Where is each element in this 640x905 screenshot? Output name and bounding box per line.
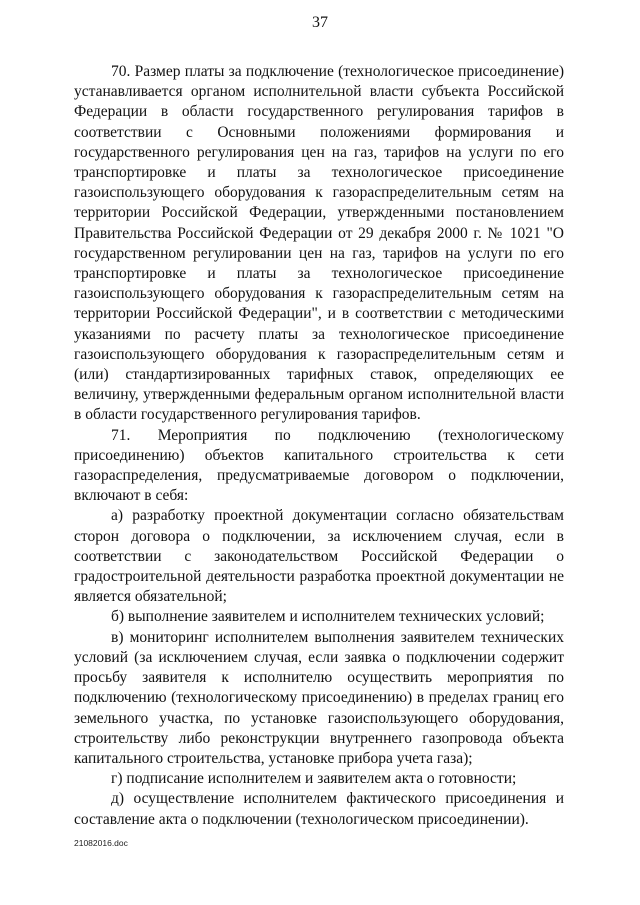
list-item-v: в) мониторинг исполнителем выполнения заявителем технических условий (за исключением случая, если заявка о подключении содержит просьбу заявителя к исполнителю осуществить мероприятия по подключению (технологическому присоединению) в пределах границ его земельного участка, по установке газоиспользующего оборудования, строительству либо реконструкции внутреннего газопровода объекта капитального строительства, установке прибора учета газа); [74, 628, 564, 767]
paragraph-71: 71. Мероприятия по подключению (технологическому присоединению) объектов капитального строительства к сети газораспределения, предусматриваемые договором о подключении, включают в себя: [74, 426, 564, 505]
list-item-a: а) разработку проектной документации согласно обязательствам сторон договора о подключении, за исключением случая, если в соответствии с законодательством Российской Федерации о градостроительной деятельности разработка проектной документации не является обязательной; [74, 507, 564, 606]
page-number: 37 [312, 14, 328, 31]
list-item-g: г) подписание исполнителем и заявителем акта о готовности; [111, 770, 517, 788]
list-item-d: д) осуществление исполнителем фактического присоединения и составление акта о подключении (технологическом присоединении). [74, 790, 564, 828]
paragraph-70: 70. Размер платы за подключение (технологическое присоединение) устанавливается органом исполнительной власти субъекта Российской Федерации в области государственного регулирования тарифов в соответствии с Основными положениями формирования и государственного регулирования цен на газ, тарифов на услуги по его транспортировке и платы за технологическое присоединение газоиспользующего оборудования к газораспределительным сетям на территории Российской Федерации, утвержденными постановлением Правительства Российской Федерации от 29 декабря 2000 г. № 1021 "О государственном регулировании цен на газ, тарифов на услуги по его транспортировке и платы за технологическое присоединение газоиспользующего оборудования к газораспределительным сетям на территории Российской Федерации", и в соответствии с методическими указаниями по расчету платы за технологическое присоединение газоиспользующего оборудования к газораспределительным сетям и (или) стандартизированных тарифных ставок, определяющих ее величину, утвержденными федеральным органом исполнительной власти в области государственного регулирования тарифов. [74, 63, 564, 424]
list-item-b: б) выполнение заявителем и исполнителем технических условий; [111, 608, 545, 626]
footer-filename: 21082016.doc [74, 838, 128, 848]
document-body [74, 62, 564, 830]
